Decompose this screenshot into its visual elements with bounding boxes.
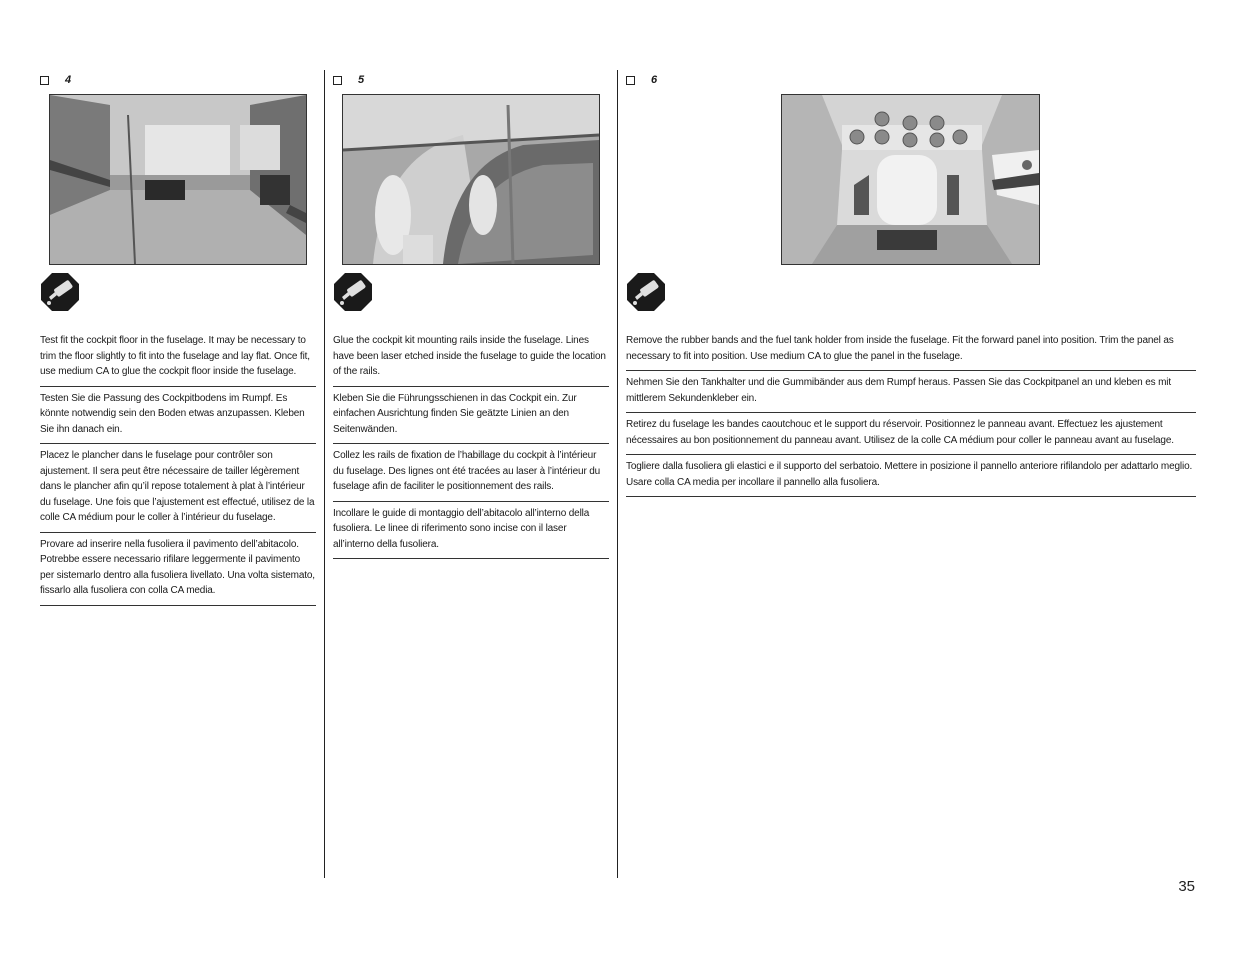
instruction-german: Nehmen Sie den Tankhalter und die Gummibänder aus dem Rumpf heraus. Passen Sie das Cockpitpanel an und kleben es mit mittlerem Sekundenkleber ein.	[626, 371, 1196, 413]
instruction-french: Retirez du fuselage les bandes caoutchouc et le support du réservoir. Positionnez le panneau avant. Effectuez les ajustement nécessaires au bon positionnement du panneau avant. Utilisez de la colle CA médium pour coller le panneau avant au fuselage.	[626, 413, 1196, 455]
instruction-italian: Provare ad inserire nella fusoliera il pavimento dell’abitacolo. Potrebbe essere necessario rifilare leggermente il pavimento per sistemarlo dentro alla fusoliera livellato. Una volta sistemato, fissarlo alla fusoliera con colla CA media.	[40, 533, 316, 606]
step-5-instructions	[333, 333, 609, 559]
glue-bottle-icon	[40, 272, 80, 312]
step-4-column	[40, 70, 316, 606]
step-checkbox[interactable]	[333, 76, 342, 85]
instruction-german: Kleben Sie die Führungsschienen in das Cockpit ein. Zur einfachen Ausrichtung finden Sie geätzte Linien an den Seitenwänden.	[333, 387, 609, 445]
step-number: 4	[65, 74, 72, 86]
step-4-header	[40, 70, 316, 90]
step-checkbox[interactable]	[626, 76, 635, 85]
instruction-french: Placez le plancher dans le fuselage pour contrôler son ajustement. Il sera peut être nécessaire de tailler légèrement dans le plancher afin qu’il repose totalement à plat à l’intérieur du fuselage. Une fois que l’ajustement est effectué, utilisez de la colle CA médium pour le coller à l’intérieur du fuselage.	[40, 444, 316, 533]
glue-bottle-icon	[626, 272, 666, 312]
step-5-column	[333, 70, 609, 559]
column-divider	[617, 70, 618, 878]
step-6-header	[626, 70, 1196, 90]
instruction-english: Test fit the cockpit floor in the fuselage. It may be necessary to trim the floor slightly to fit into the fuselage and lay flat. Once fit, use medium CA to glue the cockpit floor inside the fuselage.	[40, 333, 316, 387]
instruction-french: Collez les rails de fixation de l’habillage du cockpit à l’intérieur du fuselage. Des lignes ont été tracées au laser à l’intérieur du fuselage afin de faciliter le positionnement des rails.	[333, 444, 609, 502]
step-4-photo	[49, 94, 307, 265]
step-number: 6	[651, 74, 658, 86]
glue-bottle-icon	[333, 272, 373, 312]
step-6-photo	[781, 94, 1040, 265]
step-5-photo	[342, 94, 600, 265]
step-number: 5	[358, 74, 365, 86]
step-6-column	[626, 70, 1196, 497]
page-number: 35	[1178, 878, 1195, 895]
instruction-english: Glue the cockpit kit mounting rails inside the fuselage. Lines have been laser etched inside the fuselage to guide the location of the rails.	[333, 333, 609, 387]
instruction-italian: Incollare le guide di montaggio dell’abitacolo all’interno della fusoliera. Le linee di riferimento sono incise con il laser all’interno della fusoliera.	[333, 502, 609, 560]
instruction-english: Remove the rubber bands and the fuel tank holder from inside the fuselage. Fit the forward panel into position. Trim the panel as necessary to fit into position. Use medium CA to glue the panel in the fuselage.	[626, 333, 1196, 371]
step-5-header	[333, 70, 609, 90]
step-checkbox[interactable]	[40, 76, 49, 85]
step-6-instructions	[626, 333, 1196, 497]
column-divider	[324, 70, 325, 878]
instruction-italian: Togliere dalla fusoliera gli elastici e il supporto del serbatoio. Mettere in posizione il pannello anteriore rifilandolo per adattarlo meglio. Usare colla CA media per incollare il pannello alla fusoliera.	[626, 455, 1196, 497]
step-4-instructions	[40, 333, 316, 606]
instruction-german: Testen Sie die Passung des Cockpitbodens im Rumpf. Es könnte notwendig sein den Boden etwas anzupassen. Kleben Sie ihn danach ein.	[40, 387, 316, 445]
